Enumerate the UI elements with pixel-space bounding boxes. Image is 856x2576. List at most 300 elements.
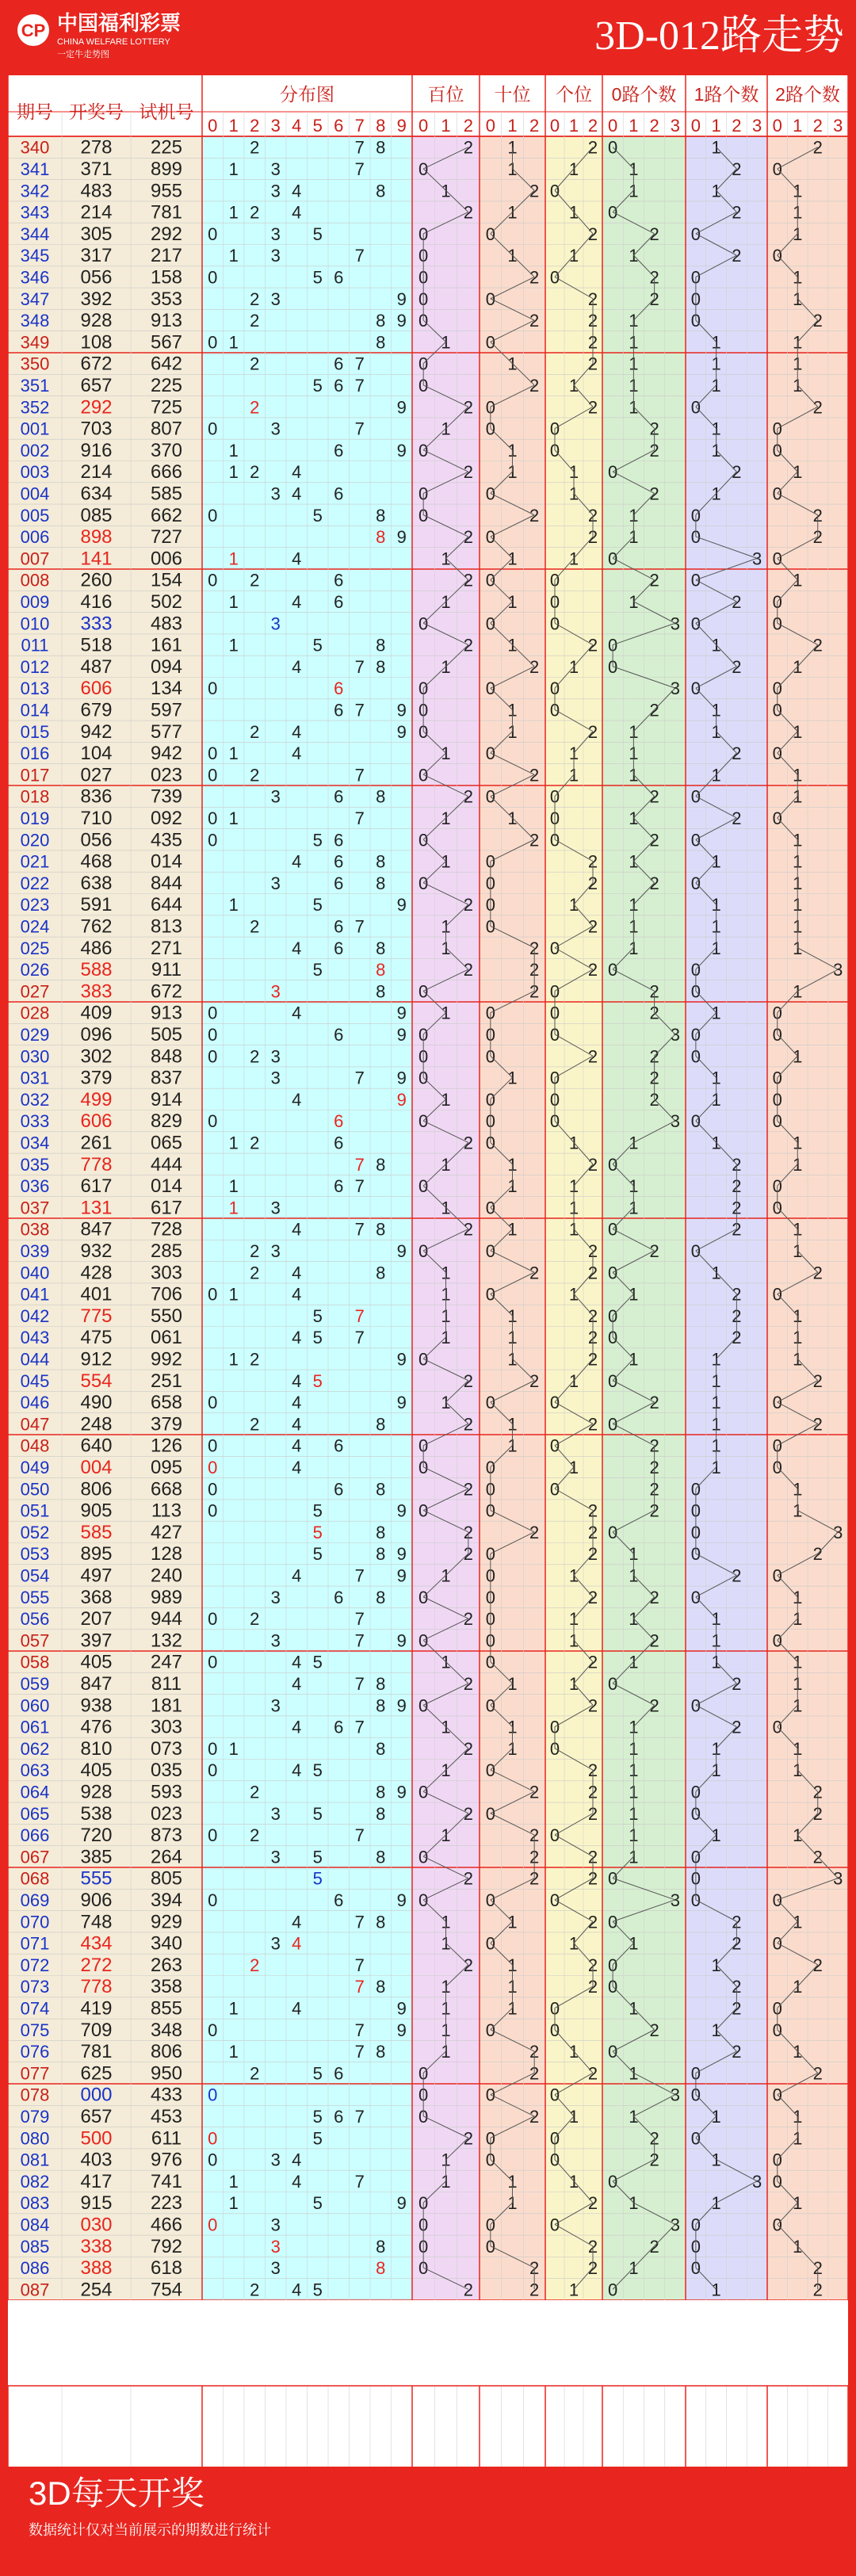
route-count-r1: 0 [690,2128,701,2149]
route-count-r1: 0 [690,1500,701,1521]
route-count-r1: 1 [711,1003,721,1023]
group-subheader: 0 [772,116,782,136]
route-mark-d1: 2 [529,2106,540,2127]
route-count-r2: 1 [793,462,803,483]
issue-cell: 085 [20,2236,50,2257]
route-count-r2: 0 [772,159,782,179]
distribution-mark: 9 [396,1500,407,1521]
route-mark-d1: 0 [485,851,495,872]
route-mark-d1: 2 [529,267,540,288]
distribution-mark: 1 [228,202,239,223]
issue-cell: 344 [20,224,50,244]
col-header-d0: 百位 [427,84,464,105]
draw-cell: 912 [80,1348,113,1370]
distribution-mark: 1 [228,332,239,353]
distribution-mark: 7 [354,246,365,266]
distribution-mark: 8 [376,635,386,655]
route-count-r1: 3 [752,2171,762,2192]
route-count-r2: 0 [772,1393,782,1413]
route-mark-d2: 2 [587,1587,598,1607]
route-mark-d1: 0 [485,1695,495,1716]
distribution-mark: 2 [250,1263,260,1283]
route-count-r2: 1 [793,570,803,590]
draw-cell: 898 [80,526,113,548]
draw-cell: 027 [80,764,113,786]
draw-cell: 938 [80,1695,113,1717]
route-mark-d2: 2 [587,1955,598,1975]
issue-cell: 351 [20,375,50,396]
issue-cell: 034 [20,1133,50,1153]
route-mark-d1: 1 [507,1068,518,1088]
trial-cell: 666 [150,461,183,483]
footer-note: 数据统计仅对当前展示的期数进行统计 [29,2522,271,2538]
distribution-mark: 9 [396,527,407,548]
route-count-r0: 1 [629,1933,639,1954]
route-count-r2: 0 [772,1003,782,1023]
route-count-r1: 0 [690,2063,701,2084]
distribution-mark: 7 [354,656,365,677]
route-mark-d0: 0 [418,765,429,785]
draw-cell: 499 [80,1088,113,1110]
col-header-dist: 分布图 [280,84,334,105]
distribution-mark: 6 [334,1024,344,1045]
route-count-r1: 0 [690,289,701,309]
distribution-mark: 3 [270,1587,281,1607]
group-subheader: 2 [812,116,823,136]
trial-cell: 950 [150,2062,183,2085]
route-mark-d2: 2 [587,1500,598,1521]
draw-cell: 260 [80,569,113,591]
distribution-mark: 4 [292,1393,302,1413]
route-count-r0: 0 [608,1263,618,1283]
distribution-mark: 4 [292,462,302,483]
route-count-r2: 1 [793,1133,803,1153]
route-mark-d0: 0 [418,981,429,1002]
trend-table [8,75,848,2467]
route-mark-d2: 2 [587,311,598,331]
draw-cell: 434 [80,1932,113,1955]
trial-cell: 023 [150,1802,183,1825]
route-count-r0: 0 [608,1305,618,1326]
distribution-mark: 4 [292,1933,302,1954]
issue-cell: 350 [20,354,50,374]
route-count-r1: 0 [690,1240,701,1261]
route-mark-d0: 1 [441,2150,451,2170]
route-mark-d1: 0 [485,1479,495,1500]
group-subheader: 2 [463,116,473,136]
distribution-mark: 8 [376,786,386,807]
draw-cell: 272 [80,1954,113,1976]
trial-cell: 989 [150,1586,183,1608]
issue-cell: 012 [20,656,50,677]
distribution-mark: 4 [292,181,302,201]
distribution-mark: 5 [312,1328,323,1348]
route-mark-d1: 2 [529,656,540,677]
route-count-r1: 0 [690,224,701,244]
route-count-r2: 0 [772,2150,782,2170]
distribution-mark: 7 [354,137,365,158]
issue-cell: 030 [20,1046,50,1067]
trial-cell: 837 [150,1067,183,1089]
route-count-r2: 1 [793,895,803,915]
draw-cell: 915 [80,2192,113,2215]
route-count-r2: 0 [772,1717,782,1737]
distribution-mark: 5 [312,2193,323,2214]
route-count-r1: 0 [690,678,701,699]
trial-cell: 094 [150,655,183,678]
route-count-r0: 1 [629,1133,639,1153]
distribution-mark: 1 [228,1198,239,1218]
route-mark-d0: 1 [441,1760,451,1781]
route-mark-d0: 1 [441,1998,451,2019]
issue-cell: 349 [20,332,50,353]
route-count-r1: 1 [711,1435,721,1456]
route-count-r1: 2 [732,1284,742,1305]
distribution-mark: 8 [376,851,386,872]
draw-cell: 486 [80,937,113,959]
route-mark-d1: 2 [529,830,540,850]
dist-subheader: 2 [250,116,260,136]
route-mark-d2: 1 [568,1565,579,1586]
distribution-mark: 4 [292,1219,302,1240]
route-mark-d1: 1 [507,1717,518,1737]
distribution-mark: 3 [270,1630,281,1651]
route-mark-d1: 0 [485,743,495,764]
route-mark-d2: 0 [549,786,560,807]
trial-cell: 154 [150,569,183,591]
route-mark-d0: 0 [418,1024,429,1045]
route-count-r2: 1 [793,1912,803,1932]
draw-cell: 428 [80,1262,113,1284]
distribution-mark: 4 [292,1370,302,1391]
distribution-mark: 3 [270,2215,281,2235]
route-count-r1: 0 [690,505,701,526]
distribution-mark: 2 [250,354,260,374]
route-count-r2: 0 [772,1933,782,1954]
distribution-mark: 0 [208,1479,218,1500]
route-mark-d1: 2 [529,311,540,331]
trial-cell: 844 [150,872,183,894]
trial-cell: 911 [151,959,182,981]
issue-cell: 031 [20,1068,50,1088]
route-count-r1: 0 [690,2236,701,2257]
distribution-mark: 4 [292,851,302,872]
issue-cell: 027 [20,981,50,1002]
route-count-r0: 3 [670,1111,680,1132]
route-mark-d1: 0 [485,527,495,548]
route-mark-d2: 0 [549,591,560,612]
route-mark-d2: 2 [587,1046,598,1067]
issue-cell: 007 [20,548,50,569]
route-mark-d2: 1 [568,375,579,396]
route-mark-d2: 2 [587,224,598,244]
issue-cell: 352 [20,397,50,418]
logo-icon [17,14,49,46]
distribution-mark: 2 [250,1240,260,1261]
distribution-mark: 4 [292,1089,302,1110]
trial-cell: 240 [150,1565,183,1587]
distribution-mark: 2 [250,570,260,590]
dist-subheader: 1 [228,116,239,136]
route-mark-d0: 1 [441,1263,451,1283]
route-count-r0: 2 [649,267,659,288]
route-mark-d2: 1 [568,1198,579,1218]
trial-cell: 611 [151,2127,182,2150]
route-count-r1: 0 [690,1782,701,1802]
logo-cn: 中国福利彩票 [57,11,182,35]
trial-cell: 741 [150,2170,183,2192]
route-mark-d2: 1 [568,462,579,483]
route-mark-d2: 2 [587,635,598,655]
draw-cell: 720 [80,1825,113,1847]
route-mark-d2: 1 [568,1133,579,1153]
issue-cell: 053 [20,1544,50,1565]
distribution-mark: 9 [396,1024,407,1045]
trial-cell: 379 [150,1413,183,1435]
trial-cell: 035 [150,1760,183,1782]
trial-cell: 348 [150,2019,183,2041]
draw-cell: 657 [80,374,113,396]
issue-cell: 029 [20,1024,50,1045]
draw-cell: 895 [80,1543,113,1565]
route-count-r0: 0 [608,1154,618,1175]
issue-cell: 049 [20,1457,50,1477]
trial-cell: 092 [150,807,183,829]
distribution-mark: 7 [354,1068,365,1088]
route-count-r2: 1 [793,1825,803,1846]
route-mark-d2: 2 [587,1760,598,1781]
route-count-r2: 1 [793,1977,803,1997]
trial-cell: 855 [150,1997,183,2020]
route-mark-d2: 2 [587,2236,598,2257]
draw-cell: 916 [80,439,113,461]
distribution-mark: 0 [208,1284,218,1305]
distribution-mark: 1 [228,2193,239,2214]
route-count-r1: 2 [732,1305,742,1326]
route-mark-d2: 0 [549,1998,560,2019]
draw-cell: 214 [80,461,113,483]
trial-cell: 292 [150,223,183,245]
distribution-mark: 6 [334,375,344,396]
trial-cell: 435 [150,829,183,851]
route-count-r0: 1 [629,375,639,396]
issue-cell: 343 [20,202,50,223]
route-count-r0: 0 [608,1955,618,1975]
distribution-mark: 0 [208,1825,218,1846]
distribution-mark: 2 [250,2063,260,2084]
distribution-mark: 9 [396,1695,407,1716]
route-count-r0: 3 [670,2085,680,2105]
col-header-r1: 1路个数 [694,84,759,105]
route-mark-d2: 2 [587,332,598,353]
distribution-mark: 4 [292,2171,302,2192]
route-mark-d0: 1 [441,1003,451,1023]
route-count-r2: 1 [793,354,803,374]
route-count-r2: 0 [772,1068,782,1088]
route-mark-d1: 2 [529,2258,540,2279]
route-count-r1: 0 [690,830,701,850]
route-count-r0: 0 [608,2042,618,2062]
distribution-mark: 0 [208,1500,218,1521]
route-count-r1: 1 [711,2150,721,2170]
issue-cell: 045 [20,1370,50,1391]
route-mark-d1: 1 [507,440,518,461]
distribution-mark: 6 [334,483,344,504]
distribution-mark: 2 [250,1782,260,1802]
distribution-mark: 3 [270,224,281,244]
route-mark-d0: 0 [418,1782,429,1802]
route-count-r0: 2 [649,2236,659,2257]
draw-cell: 634 [80,483,113,505]
route-mark-d1: 0 [485,1393,495,1413]
route-count-r0: 1 [629,2193,639,2214]
route-count-r1: 0 [690,1479,701,1500]
route-count-r1: 1 [711,916,721,937]
draw-cell: 403 [80,2149,113,2171]
route-count-r2: 1 [793,916,803,937]
distribution-mark: 4 [292,2150,302,2170]
trial-cell: 251 [150,1370,183,1392]
draw-cell: 030 [80,2214,113,2236]
route-mark-d2: 1 [568,1370,579,1391]
route-mark-d0: 1 [441,591,451,612]
draw-cell: 703 [80,418,113,440]
route-mark-d1: 0 [485,873,495,893]
route-count-r0: 2 [649,786,659,807]
distribution-mark: 3 [270,2236,281,2257]
route-count-r1: 2 [732,246,742,266]
draw-cell: 000 [80,2084,113,2106]
route-mark-d0: 1 [441,1154,451,1175]
issue-cell: 016 [20,743,50,764]
route-mark-d0: 1 [441,548,451,569]
draw-cell: 056 [80,266,113,289]
draw-cell: 096 [80,1023,113,1045]
issue-cell: 062 [20,1738,50,1759]
route-mark-d0: 1 [441,332,451,353]
route-mark-d1: 1 [507,591,518,612]
route-mark-d0: 0 [418,1176,429,1197]
route-mark-d0: 2 [463,1609,473,1630]
distribution-mark: 5 [312,1500,323,1521]
route-mark-d1: 0 [485,2020,495,2040]
route-mark-d0: 2 [463,1370,473,1391]
trial-cell: 829 [150,1110,183,1133]
distribution-mark: 2 [250,1046,260,1067]
route-count-r1: 0 [690,570,701,590]
route-mark-d1: 0 [485,570,495,590]
issue-cell: 074 [20,1998,50,2019]
route-mark-d2: 0 [549,1825,560,1846]
route-count-r2: 2 [812,505,823,526]
distribution-mark: 6 [334,267,344,288]
trial-cell: 134 [150,678,183,700]
distribution-mark: 8 [376,1695,386,1716]
route-mark-d2: 0 [549,1003,560,1023]
draw-cell: 640 [80,1435,113,1457]
route-count-r1: 2 [732,1176,742,1197]
distribution-mark: 5 [312,1370,323,1391]
route-count-r1: 0 [690,267,701,288]
issue-cell: 014 [20,700,50,720]
route-count-r2: 1 [793,721,803,742]
distribution-mark: 1 [228,440,239,461]
draw-cell: 333 [80,613,113,635]
draw-cell: 305 [80,223,113,245]
distribution-mark: 3 [270,873,281,893]
route-mark-d1: 0 [485,1089,495,1110]
draw-cell: 278 [80,136,113,159]
col-header-d1: 十位 [494,84,531,105]
route-count-r2: 1 [793,332,803,353]
route-mark-d2: 2 [587,505,598,526]
route-mark-d2: 2 [587,1652,598,1672]
route-count-r2: 2 [812,1263,823,1283]
trial-cell: 672 [150,980,183,1003]
distribution-mark: 7 [354,1154,365,1175]
distribution-mark: 2 [250,765,260,785]
route-mark-d1: 2 [529,1825,540,1846]
route-count-r0: 2 [649,1587,659,1607]
route-count-r0: 1 [629,1998,639,2019]
route-mark-d2: 1 [568,1609,579,1630]
route-mark-d0: 1 [441,916,451,937]
distribution-mark: 0 [208,1738,218,1759]
issue-cell: 003 [20,462,50,483]
draw-cell: 555 [80,1867,113,1890]
route-count-r1: 0 [690,873,701,893]
draw-cell: 490 [80,1392,113,1414]
distribution-mark: 8 [376,1263,386,1283]
issue-cell: 039 [20,1240,50,1261]
draw-cell: 928 [80,310,113,332]
distribution-mark: 5 [312,224,323,244]
route-count-r2: 0 [772,678,782,699]
route-count-r2: 0 [772,246,782,266]
distribution-mark: 8 [376,960,386,980]
issue-cell: 032 [20,1089,50,1110]
route-mark-d1: 0 [485,1198,495,1218]
distribution-mark: 2 [250,137,260,158]
draw-cell: 207 [80,1608,113,1630]
distribution-mark: 9 [396,311,407,331]
route-mark-d2: 2 [587,1695,598,1716]
route-count-r1: 1 [711,1068,721,1088]
distribution-mark: 2 [250,397,260,418]
trial-cell: 658 [150,1392,183,1414]
route-count-r0: 1 [629,1652,639,1672]
route-mark-d2: 2 [587,916,598,937]
trial-cell: 427 [150,1521,183,1543]
distribution-mark: 4 [292,483,302,504]
trial-cell: 913 [150,1002,183,1024]
distribution-mark: 9 [396,1003,407,1023]
route-mark-d1: 1 [507,1414,518,1435]
distribution-mark: 7 [354,1825,365,1846]
route-count-r1: 1 [711,700,721,720]
route-mark-d2: 2 [587,397,598,418]
issue-cell: 083 [20,2193,50,2214]
route-mark-d0: 2 [463,1133,473,1153]
route-count-r1: 2 [732,1977,742,1997]
issue-cell: 064 [20,1782,50,1802]
draw-cell: 836 [80,785,113,808]
issue-cell: 055 [20,1587,50,1607]
route-mark-d1: 0 [485,678,495,699]
issue-cell: 021 [20,851,50,872]
route-count-r0: 1 [629,1609,639,1630]
route-mark-d0: 2 [463,1673,473,1694]
